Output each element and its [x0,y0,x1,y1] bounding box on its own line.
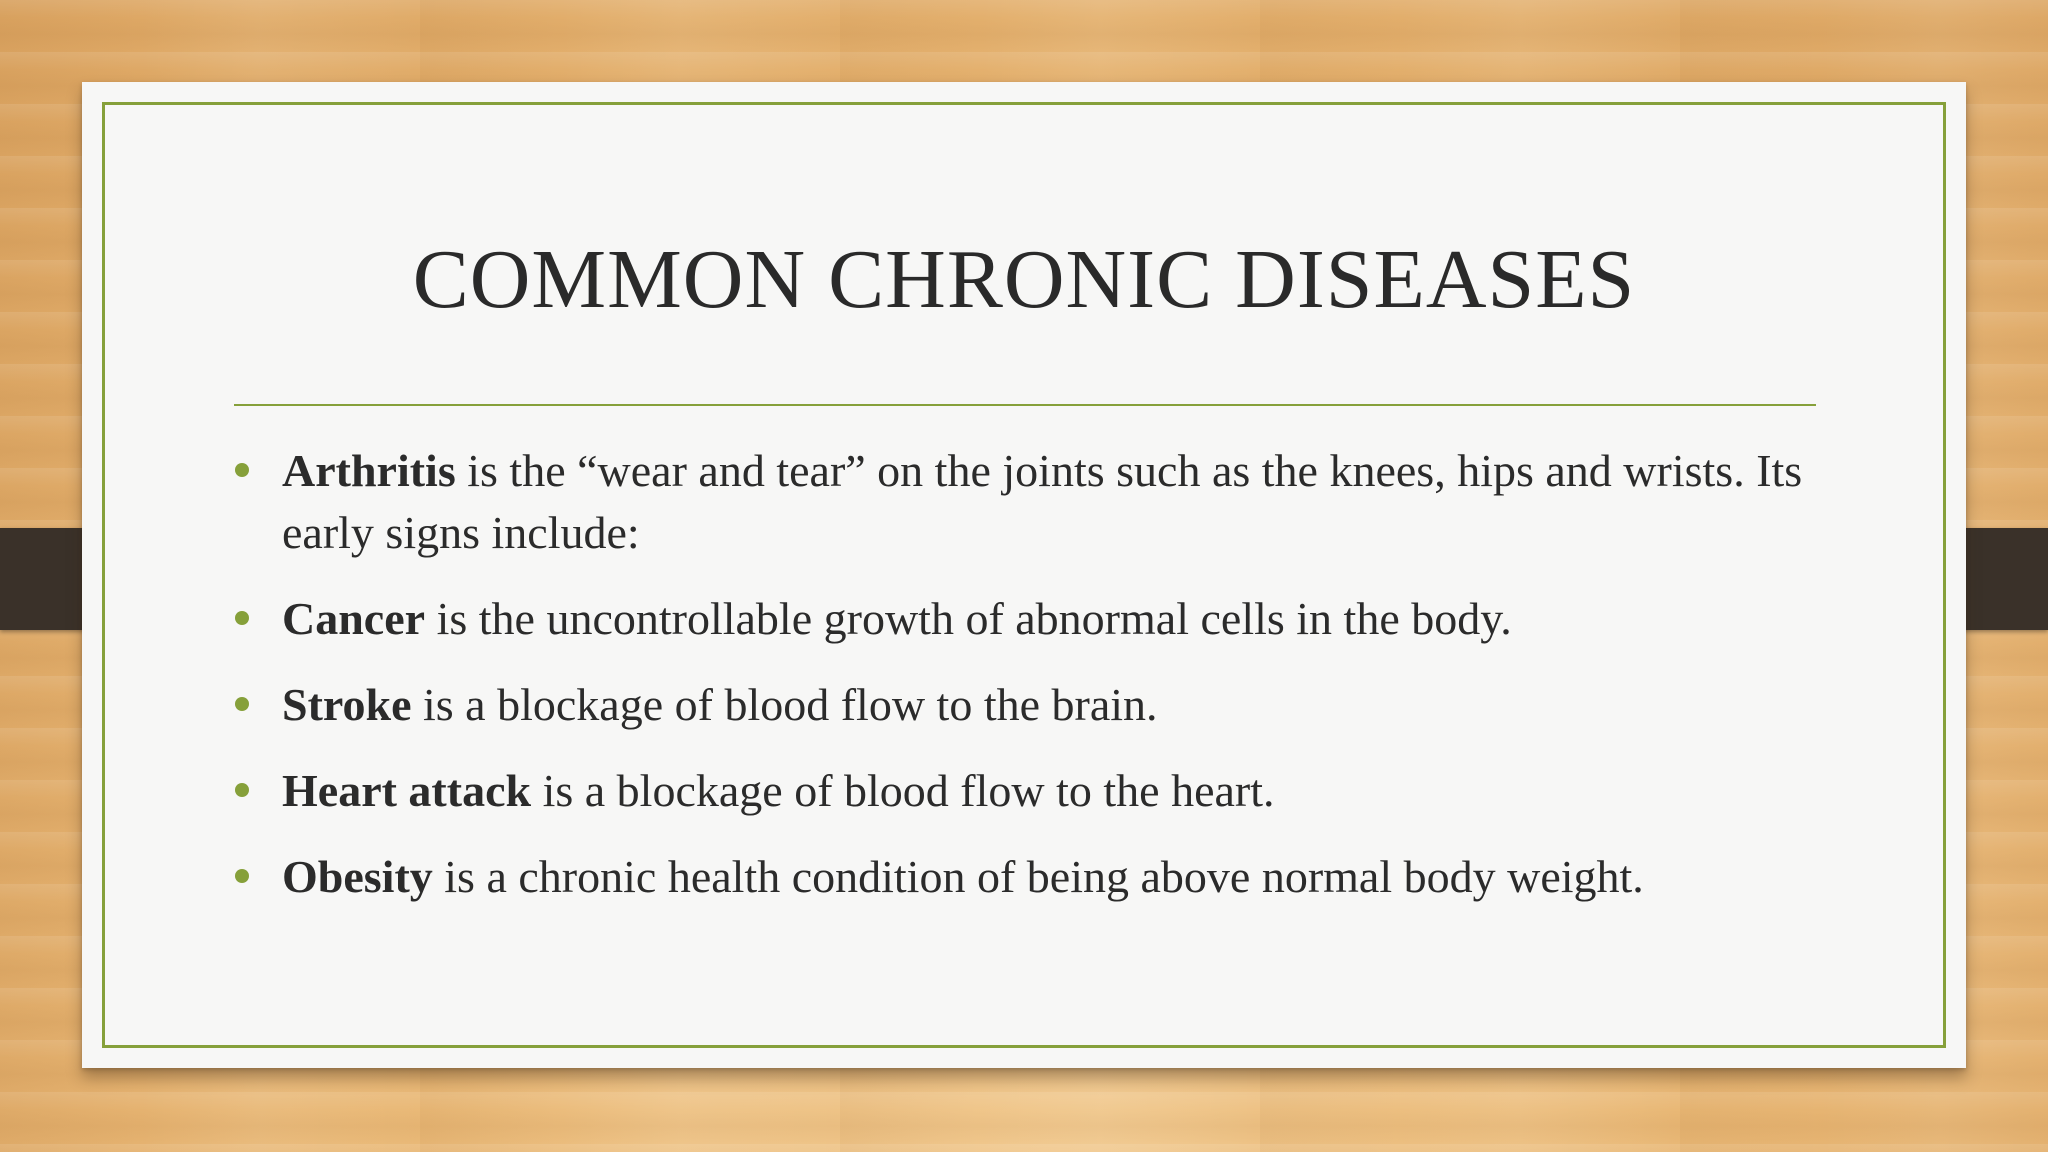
bullet-dot-icon [235,611,249,625]
bullet-term: Stroke [282,679,412,730]
bullet-item-obesity [282,846,1842,908]
bullet-text: is a blockage of blood flow to the heart. [531,765,1275,816]
bullet-item-heart-attack [282,760,1842,822]
bullet-term: Obesity [282,851,433,902]
bullet-text: is the “wear and tear” on the joints such as the knees, hips and wrists. Its early signs include: [282,445,1803,558]
bullet-term: Cancer [282,593,426,644]
bullet-text: is a blockage of blood flow to the brain. [411,679,1158,730]
slide-title: COMMON CHRONIC DISEASES [412,233,1636,326]
bullet-text: is the uncontrollable growth of abnormal cells in the body. [425,593,1512,644]
bullet-list [282,440,1842,932]
bullet-dot-icon [235,697,249,711]
bullet-term: Heart attack [282,765,532,816]
bullet-item-arthritis [282,440,1842,564]
bullet-item-stroke [282,674,1842,736]
bullet-term: Arthritis [282,445,456,496]
bullet-dot-icon [235,869,249,883]
title-divider [234,404,1816,406]
bullet-text: is a chronic health condition of being above normal body weight. [432,851,1644,902]
bullet-item-cancer [282,588,1842,650]
bullet-dot-icon [235,783,249,797]
slide [82,82,1966,1068]
bullet-dot-icon [235,463,249,477]
